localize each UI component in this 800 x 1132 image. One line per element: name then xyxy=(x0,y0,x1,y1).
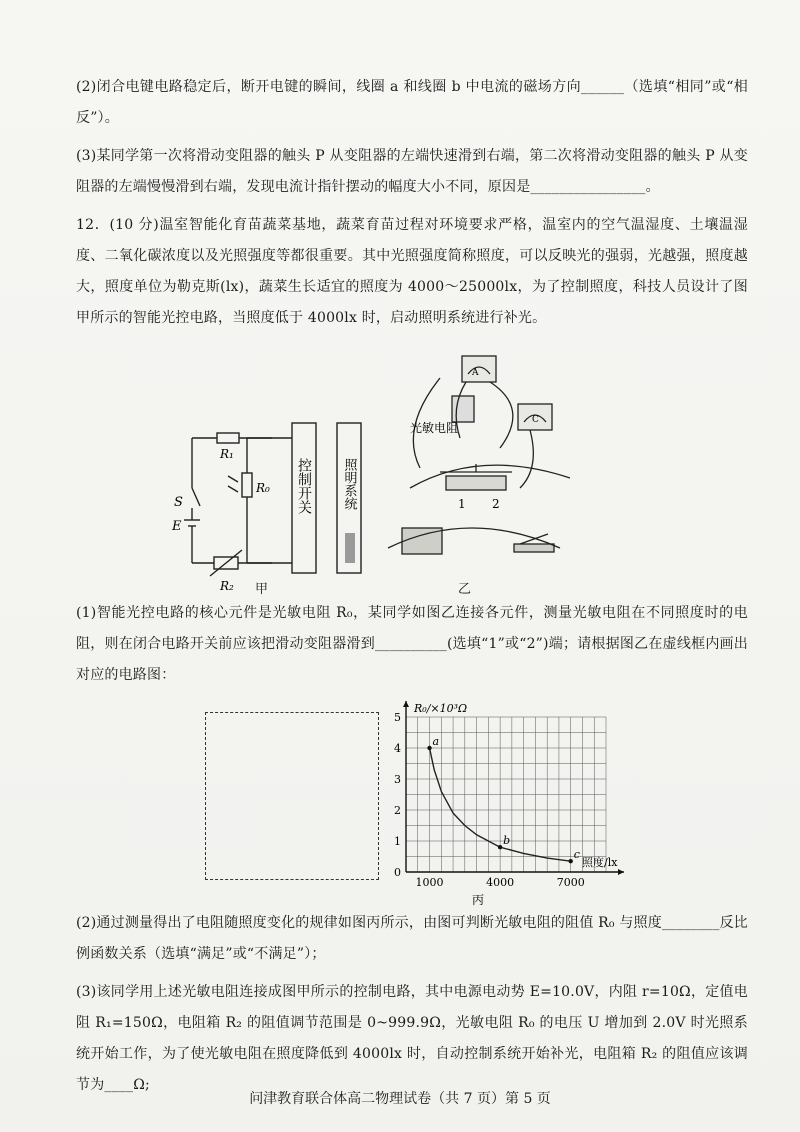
data-point-c xyxy=(569,859,573,863)
page-footer: 问津教育联合体高二物理试卷（共 7 页）第 5 页 xyxy=(249,1091,551,1107)
point-label-c: c xyxy=(573,848,580,862)
switch-symbol xyxy=(192,488,200,506)
question-11-3: (3)某同学第一次将滑动变阻器的触头 P 从变阻器的左端快速滑到右端，第二次将滑动变阻器的触头 P 从变阻器的左端慢慢滑到右端，发现电流计指针摆动的幅度大小不同，原因是________________。 xyxy=(76,148,748,195)
photoresistor-label: 光敏电阻 xyxy=(410,421,459,435)
chart-axes xyxy=(403,701,624,875)
figure-row xyxy=(140,360,660,597)
x-tick-label: 1000 xyxy=(415,876,444,889)
circuit-diagram-jia xyxy=(162,418,382,618)
chart-bing xyxy=(376,690,666,910)
resistor-r1-symbol xyxy=(217,433,239,443)
circuit-drawing-box xyxy=(205,712,379,880)
rheostat-icon xyxy=(446,476,506,490)
x-tick-label: 7000 xyxy=(556,876,585,889)
y-tick-label: 1 xyxy=(394,835,401,848)
apparatus-diagram-yi xyxy=(380,348,580,578)
question-12-3: (3)该同学用上述光敏电阻连接成图甲所示的控制电路，其中电源电动势 E=10.0V，内阻 r=10Ω，定值电阻 R₁=150Ω，电阻箱 R₂ 的阻值调节范围是 0~999.9Ω，光敏电阻 R₀ 的电压 U 增加到 2.0V 时光照系统开始工作，为了使光敏电阻在照度降低到 4000lx 时，自动控制系统开始补光，电阻箱 R₂ 的阻值应该调节为____Ω; xyxy=(76,984,748,1093)
question-11-2: (2)闭合电键电路稳定后，断开电键的瞬间，线圈 a 和线圈 b 中电流的磁场方向______（选填“相同”或“相反”）。 xyxy=(76,79,748,126)
point-label-a: a xyxy=(432,735,440,748)
question-12-1: (1)智能光控电路的核心元件是光敏电阻 R₀，某同学如图乙连接各元件，测量光敏电阻在不同照度时的电阻，则在闭合电路开关前应该把滑动变阻器滑到__________(选填“1”或“2”)端；请根据图乙在虚线框内画出对应的电路图： xyxy=(76,605,748,683)
y-tick-label: 5 xyxy=(394,711,401,724)
rheostat-end-1: 1 xyxy=(458,497,466,511)
data-point-a xyxy=(427,746,431,750)
y-axis-label: R₀/×10³Ω xyxy=(414,702,468,715)
photoresistor-icon xyxy=(452,396,474,422)
ammeter-icon xyxy=(462,356,496,382)
lamp-icon xyxy=(345,533,355,563)
y-tick-label: 0 xyxy=(394,866,401,879)
label-r1: R₁ xyxy=(220,447,234,461)
y-tick-label: 2 xyxy=(394,804,401,817)
y-tick-label: 4 xyxy=(394,742,401,755)
point-label-b: b xyxy=(503,834,511,848)
control-switch-label: 控制开关 xyxy=(296,458,312,514)
label-r0: R₀ xyxy=(256,481,270,495)
ammeter-label: A xyxy=(472,368,479,378)
label-r2: R₂ xyxy=(220,579,234,593)
label-e: E xyxy=(172,519,182,534)
photoresistor-r0-symbol xyxy=(242,473,252,497)
question-12-2: (2)通过测量得出了电阻随照度变化的规律如图丙所示，由图可判断光敏电阻的阻值 R₀ 与照度________反比例函数关系（选填“满足”或“不满足”）； xyxy=(76,915,748,962)
x-axis-arrow xyxy=(618,869,624,875)
x-tick-label: 4000 xyxy=(486,876,515,889)
lighting-system-label: 照明系统 xyxy=(341,458,357,510)
caption-jia: 甲 xyxy=(255,582,269,597)
rheostat-end-2: 2 xyxy=(492,497,500,511)
question-12-intro: 12．(10 分)温室智能化育苗蔬菜基地，蔬菜育苗过程对环境要求严格，温室内的空气温湿度、土壤温湿度、二氧化碳浓度以及光照强度等都很重要。其中光照强度简称照度，可以反映光的强弱，光越强，照度越大，照度单位为勒克斯(lx)，蔬菜生长适宜的照度为 4000～25000lx，为了控制照度，科技人员设计了图甲所示的智能光控电路，当照度低于 4000lx 时，启动照明系统进行补光。 xyxy=(76,217,748,326)
y-axis-arrow xyxy=(403,701,409,707)
x-axis-label: 照度/lx xyxy=(582,856,618,869)
caption-bing: 丙 xyxy=(472,893,485,907)
caption-yi: 乙 xyxy=(458,582,472,597)
data-point-b xyxy=(498,845,502,849)
y-tick-label: 3 xyxy=(394,773,401,786)
label-s: S xyxy=(174,495,183,510)
meter-c-label: C xyxy=(532,415,539,425)
